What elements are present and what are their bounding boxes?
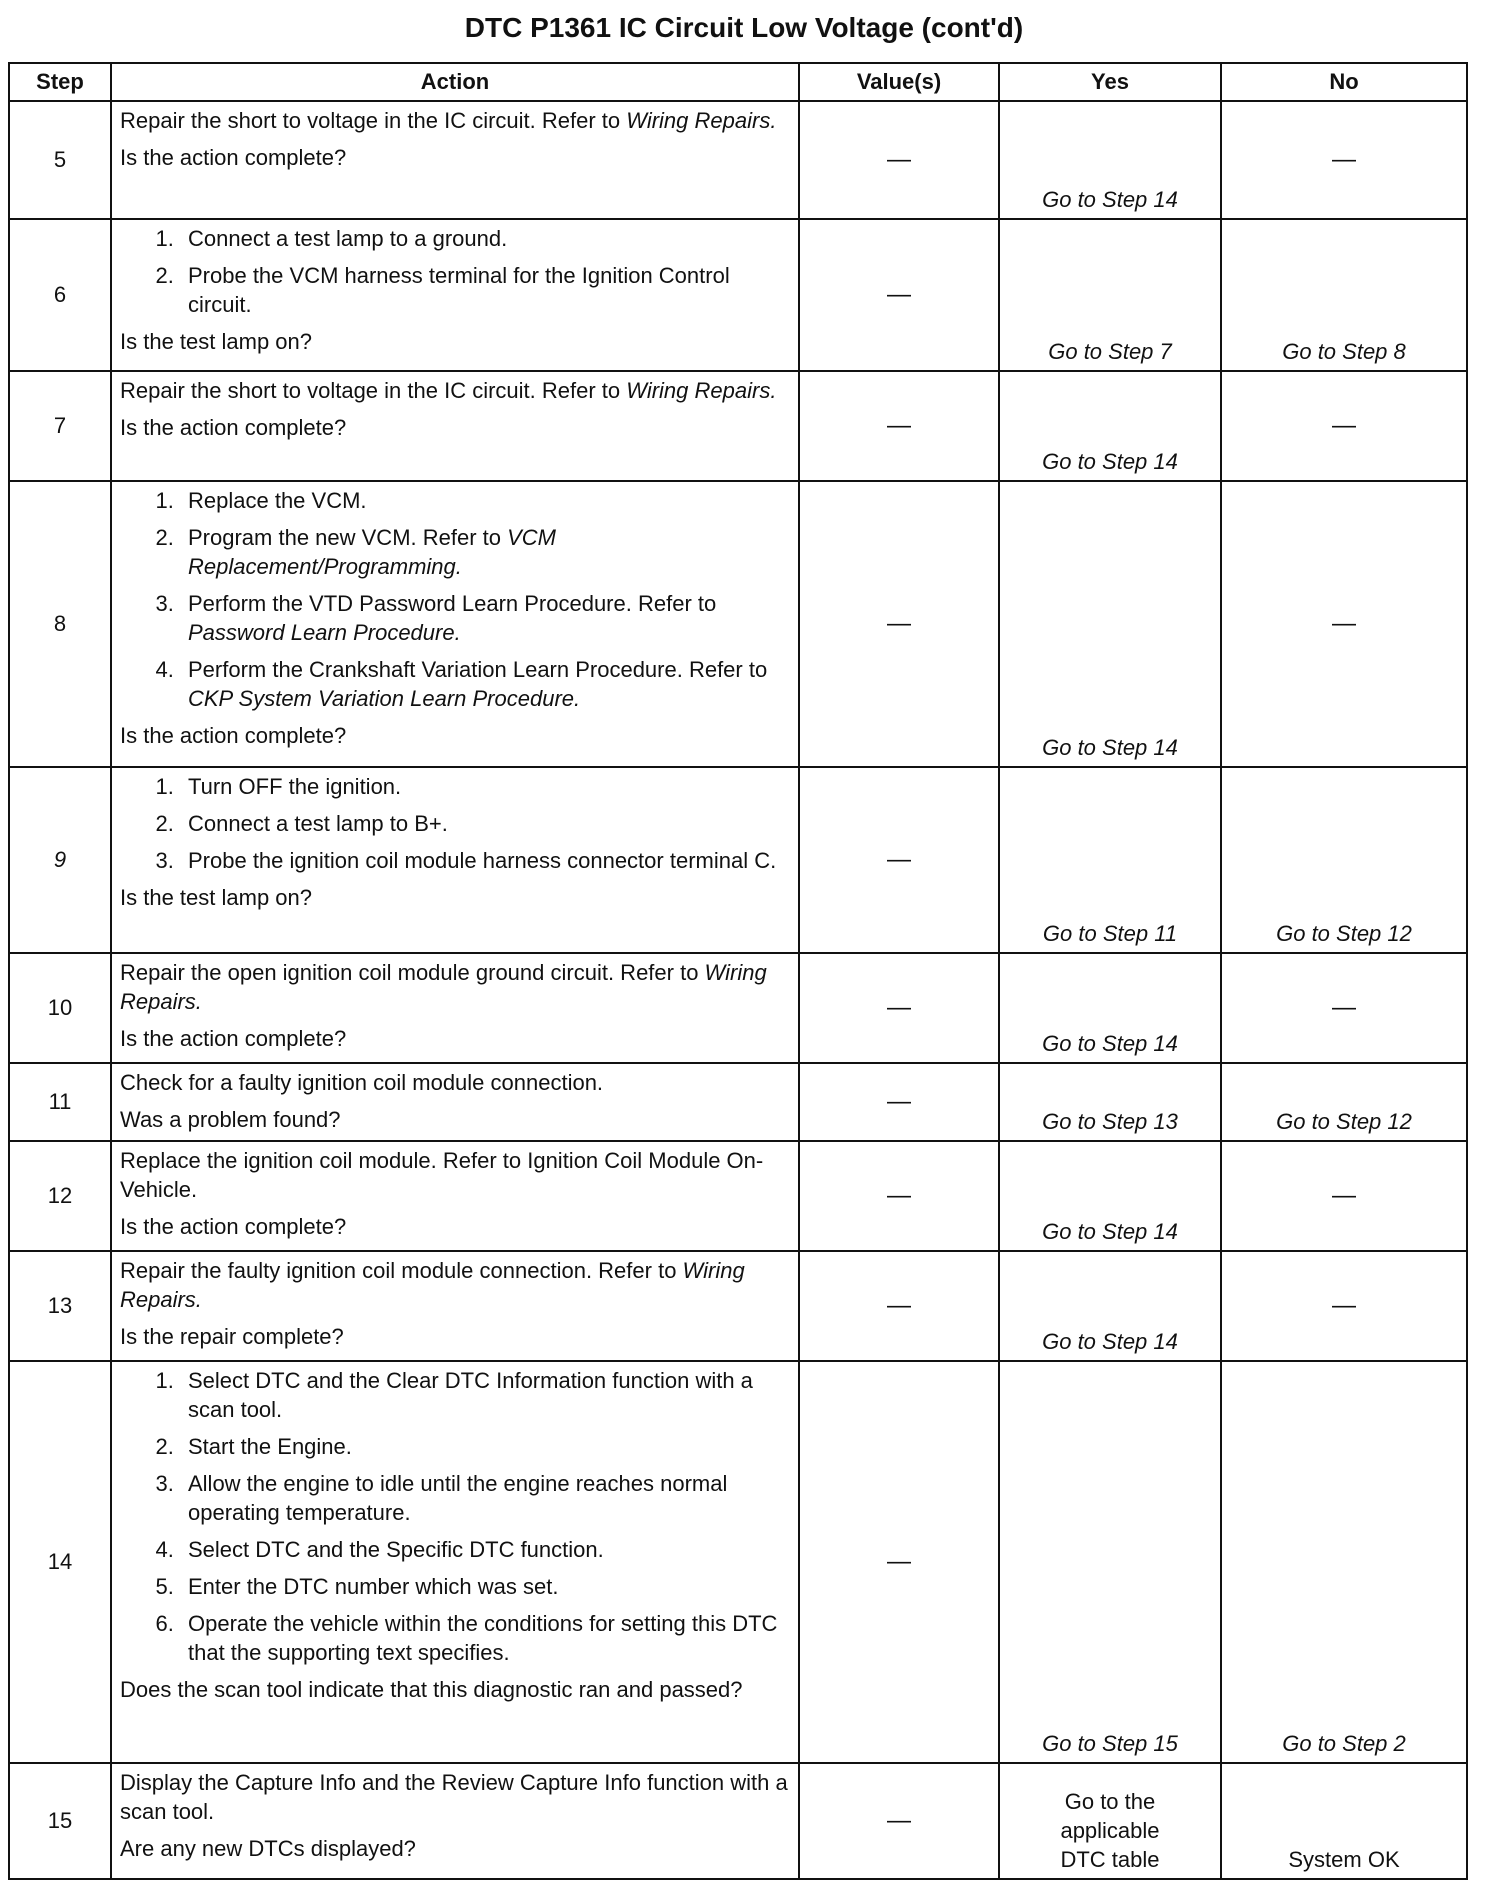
- no-cell: [1221, 101, 1467, 219]
- value-cell: [799, 767, 999, 953]
- action-cell: [111, 1763, 799, 1879]
- table-row: [9, 1251, 1467, 1361]
- text-segment: Perform the Crankshaft Variation Learn Procedure. Refer to: [188, 657, 768, 683]
- value-dash: —: [887, 281, 911, 309]
- value-dash: —: [887, 994, 911, 1022]
- text-segment: Start the Engine.: [188, 1434, 352, 1460]
- value-cell: [799, 101, 999, 219]
- action-cell: [111, 219, 799, 371]
- value-dash: —: [887, 1548, 911, 1576]
- action-text: [120, 1068, 792, 1097]
- action-step: [180, 1572, 792, 1601]
- header-action: Action: [111, 63, 799, 101]
- step-number: 12: [9, 1141, 111, 1251]
- no-dash: —: [1332, 994, 1356, 1022]
- action-question: Is the test lamp on?: [120, 329, 312, 355]
- table-row: [9, 1763, 1467, 1879]
- text-segment: Check for a faulty ignition coil module connection.: [120, 1070, 604, 1095]
- action-question: Is the action complete?: [120, 723, 347, 749]
- action-steps-list: [120, 772, 792, 875]
- text-segment: Repair the faulty ignition coil module connection. Refer to: [120, 1258, 683, 1283]
- step-number: 7: [9, 371, 111, 481]
- text-segment: VCM Replacement/Programming.: [188, 525, 557, 580]
- action-text: [120, 1768, 792, 1826]
- text-segment: Replace the ignition coil module. Refer to Ignition Coil Module On-Vehicle.: [120, 1148, 764, 1203]
- text-segment: Perform the VTD Password Learn Procedure. Refer to: [188, 591, 717, 617]
- action-step: [180, 655, 792, 713]
- page-title: DTC P1361 IC Circuit Low Voltage (cont'd): [464, 12, 1024, 43]
- no-cell: [1221, 1251, 1467, 1361]
- diagnostic-table: [8, 62, 1468, 1880]
- text-segment: Replace the VCM.: [188, 488, 367, 513]
- value-cell: [799, 1763, 999, 1879]
- action-step: [180, 809, 792, 838]
- action-steps-list: [120, 224, 792, 319]
- text-segment: Operate the vehicle within the conditions for setting this DTC that the supporting text specifies.: [188, 1611, 778, 1666]
- header-yes: Yes: [999, 63, 1221, 101]
- action-question: Are any new DTCs displayed?: [120, 1836, 416, 1862]
- value-cell: [799, 1251, 999, 1361]
- text-segment: Wiring Repairs.: [120, 960, 767, 1015]
- table-row: [9, 767, 1467, 953]
- action-text: [120, 1146, 792, 1204]
- header-step: Step: [9, 63, 111, 101]
- yes-cell: Go to Step 14: [999, 953, 1221, 1063]
- action-step: [180, 1469, 792, 1527]
- step-number: 11: [9, 1063, 111, 1141]
- text-segment: Select DTC and the Specific DTC function.: [188, 1537, 604, 1563]
- step-number: 14: [9, 1361, 111, 1763]
- text-segment: Connect a test lamp to a ground.: [188, 226, 508, 251]
- value-cell: [799, 371, 999, 481]
- no-dash: —: [1332, 412, 1356, 440]
- table-row: [9, 1361, 1467, 1763]
- value-cell: [799, 481, 999, 767]
- text-segment: Allow the engine to idle until the engine reaches normal operating temperature.: [188, 1471, 728, 1526]
- action-step: [180, 846, 792, 875]
- action-cell: [111, 481, 799, 767]
- no-cell: [1221, 953, 1467, 1063]
- step-number: 6: [9, 219, 111, 371]
- action-text: [120, 376, 792, 405]
- text-segment: Select DTC and the Clear DTC Information function with a scan tool.: [188, 1368, 753, 1423]
- text-segment: Program the new VCM. Refer to: [188, 525, 508, 551]
- value-dash: —: [887, 1088, 911, 1116]
- action-steps-list: [120, 1366, 792, 1667]
- yes-cell: Go to Step 7: [999, 219, 1221, 371]
- text-segment: Probe the VCM harness terminal for the Ignition Control circuit.: [188, 263, 730, 318]
- yes-cell: Go to Step 14: [999, 481, 1221, 767]
- text-segment: Display the Capture Info and the Review Capture Info function with a scan tool.: [120, 1770, 788, 1825]
- action-question: Is the test lamp on?: [120, 885, 312, 911]
- yes-cell: Go to Step 15: [999, 1361, 1221, 1763]
- step-number: 8: [9, 481, 111, 767]
- action-step: [180, 523, 792, 581]
- table-row: [9, 219, 1467, 371]
- value-dash: —: [887, 610, 911, 638]
- step-number: 15: [9, 1763, 111, 1879]
- value-dash: —: [887, 146, 911, 174]
- action-cell: [111, 101, 799, 219]
- table-body: [9, 101, 1467, 1879]
- no-cell: System OK: [1221, 1763, 1467, 1879]
- table-row: [9, 481, 1467, 767]
- no-cell: [1221, 371, 1467, 481]
- no-cell: Go to Step 12: [1221, 767, 1467, 953]
- action-step: [180, 1366, 792, 1424]
- no-cell: Go to Step 2: [1221, 1361, 1467, 1763]
- yes-cell: Go to the applicable DTC table: [999, 1763, 1221, 1879]
- text-segment: Connect a test lamp to B+.: [188, 811, 448, 837]
- value-dash: —: [887, 846, 911, 874]
- action-cell: [111, 371, 799, 481]
- yes-cell: Go to Step 14: [999, 101, 1221, 219]
- no-cell: Go to Step 12: [1221, 1063, 1467, 1141]
- no-dash: —: [1332, 1182, 1356, 1210]
- action-step: [180, 1535, 792, 1564]
- action-cell: [111, 767, 799, 953]
- no-dash: —: [1332, 1292, 1356, 1320]
- action-question: Is the action complete?: [120, 1026, 347, 1052]
- header-row: [9, 63, 1467, 101]
- action-text: [120, 958, 792, 1016]
- table-row: [9, 371, 1467, 481]
- no-cell: [1221, 1141, 1467, 1251]
- action-step: [180, 486, 792, 515]
- action-question: Is the action complete?: [120, 415, 347, 441]
- header-no: No: [1221, 63, 1467, 101]
- yes-cell: Go to Step 13: [999, 1063, 1221, 1141]
- text-segment: Wiring Repairs.: [626, 378, 777, 403]
- value-dash: —: [887, 1182, 911, 1210]
- value-cell: [799, 1063, 999, 1141]
- table-row: [9, 101, 1467, 219]
- text-segment: Repair the short to voltage in the IC circuit. Refer to: [120, 378, 627, 403]
- action-step: [180, 224, 792, 253]
- step-number: 5: [9, 101, 111, 219]
- action-question: Was a problem found?: [120, 1107, 341, 1133]
- text-segment: Turn OFF the ignition.: [188, 774, 402, 799]
- action-question: Is the repair complete?: [120, 1324, 344, 1350]
- action-cell: [111, 953, 799, 1063]
- no-cell: [1221, 481, 1467, 767]
- action-cell: [111, 1141, 799, 1251]
- text-segment: Password Learn Procedure.: [188, 620, 461, 646]
- action-text: [120, 106, 792, 135]
- action-step: [180, 1432, 792, 1461]
- action-step: [180, 261, 792, 319]
- text-segment: Probe the ignition coil module harness connector terminal C.: [188, 848, 777, 874]
- yes-cell: Go to Step 11: [999, 767, 1221, 953]
- value-dash: —: [887, 1807, 911, 1835]
- value-dash: —: [887, 412, 911, 440]
- value-cell: [799, 219, 999, 371]
- action-cell: [111, 1063, 799, 1141]
- action-step: [180, 589, 792, 647]
- text-segment: Enter the DTC number which was set.: [188, 1574, 559, 1600]
- table-row: [9, 1063, 1467, 1141]
- table-row: [9, 1141, 1467, 1251]
- action-steps-list: [120, 486, 792, 713]
- value-cell: [799, 1141, 999, 1251]
- action-cell: [111, 1361, 799, 1763]
- text-segment: Repair the short to voltage in the IC circuit. Refer to: [120, 108, 627, 133]
- yes-cell: Go to Step 14: [999, 371, 1221, 481]
- action-step: [180, 1609, 792, 1667]
- text-segment: Wiring Repairs.: [626, 108, 777, 133]
- action-step: [180, 772, 792, 801]
- table-row: [9, 953, 1467, 1063]
- text-segment: Wiring Repairs.: [120, 1258, 745, 1313]
- action-question: Does the scan tool indicate that this diagnostic ran and passed?: [120, 1677, 743, 1703]
- step-number: 10: [9, 953, 111, 1063]
- no-dash: —: [1332, 146, 1356, 174]
- yes-cell: Go to Step 14: [999, 1251, 1221, 1361]
- no-dash: —: [1332, 610, 1356, 638]
- value-dash: —: [887, 1292, 911, 1320]
- text-segment: CKP System Variation Learn Procedure.: [188, 686, 581, 712]
- step-number: 13: [9, 1251, 111, 1361]
- action-question: Is the action complete?: [120, 145, 347, 171]
- action-question: Is the action complete?: [120, 1214, 347, 1240]
- step-number: 9: [9, 767, 111, 953]
- no-cell: Go to Step 8: [1221, 219, 1467, 371]
- yes-cell: Go to Step 14: [999, 1141, 1221, 1251]
- value-cell: [799, 953, 999, 1063]
- header-values: Value(s): [799, 63, 999, 101]
- action-text: [120, 1256, 792, 1314]
- action-cell: [111, 1251, 799, 1361]
- text-segment: Repair the open ignition coil module ground circuit. Refer to: [120, 960, 705, 985]
- value-cell: [799, 1361, 999, 1763]
